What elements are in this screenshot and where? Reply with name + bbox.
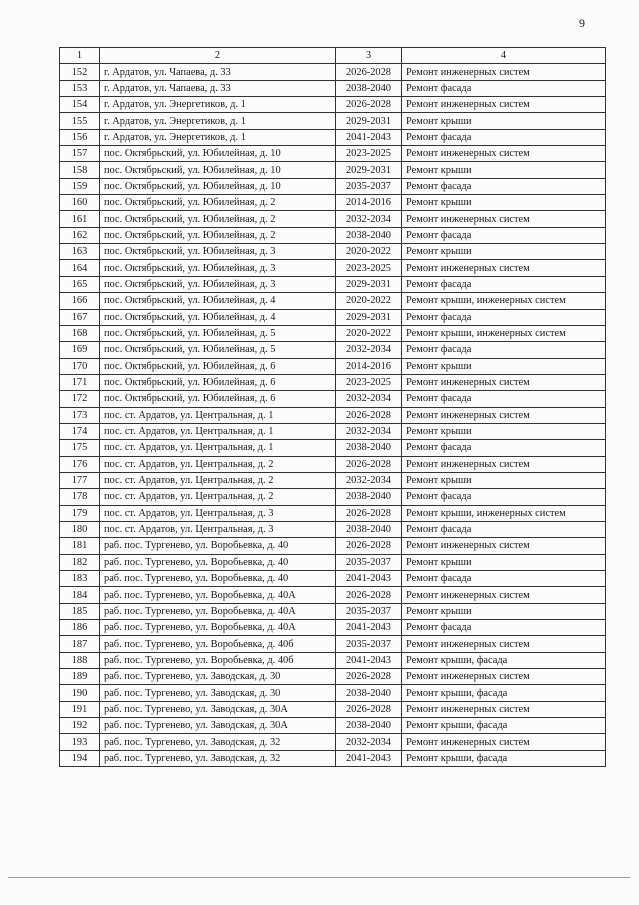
cell-address: пос. Октябрьский, ул. Юбилейная, д. 6 xyxy=(100,374,336,390)
table-row xyxy=(60,358,606,374)
cell-row-number: 178 xyxy=(60,489,100,505)
cell-row-number: 172 xyxy=(60,391,100,407)
cell-period: 2026-2028 xyxy=(336,64,402,80)
table-row xyxy=(60,505,606,521)
cell-work-type: Ремонт крыши xyxy=(402,472,606,488)
cell-work-type: Ремонт фасада xyxy=(402,489,606,505)
table-row xyxy=(60,636,606,652)
header-column-number: 1 xyxy=(60,48,100,64)
cell-address: пос. ст. Ардатов, ул. Центральная, д. 2 xyxy=(100,456,336,472)
cell-work-type: Ремонт крыши xyxy=(402,554,606,570)
cell-address: пос. Октябрьский, ул. Юбилейная, д. 3 xyxy=(100,276,336,292)
cell-row-number: 179 xyxy=(60,505,100,521)
cell-row-number: 173 xyxy=(60,407,100,423)
header-column-period: 3 xyxy=(336,48,402,64)
cell-period: 2029-2031 xyxy=(336,276,402,292)
cell-address: раб. пос. Тургенево, ул. Воробьевка, д. 40А xyxy=(100,620,336,636)
cell-period: 2032-2034 xyxy=(336,423,402,439)
table-row xyxy=(60,620,606,636)
table-row xyxy=(60,293,606,309)
cell-address: раб. пос. Тургенево, ул. Заводская, д. 30 xyxy=(100,685,336,701)
table-row xyxy=(60,374,606,390)
cell-period: 2026-2028 xyxy=(336,456,402,472)
table-row xyxy=(60,146,606,162)
cell-address: г. Ардатов, ул. Энергетиков, д. 1 xyxy=(100,129,336,145)
cell-period: 2026-2028 xyxy=(336,505,402,521)
cell-period: 2023-2025 xyxy=(336,374,402,390)
table-row xyxy=(60,538,606,554)
cell-work-type: Ремонт крыши xyxy=(402,423,606,439)
cell-work-type: Ремонт фасада xyxy=(402,521,606,537)
table-row xyxy=(60,227,606,243)
cell-period: 2026-2028 xyxy=(336,538,402,554)
cell-address: раб. пос. Тургенево, ул. Воробьевка, д. 40 xyxy=(100,538,336,554)
cell-period: 2032-2034 xyxy=(336,342,402,358)
cell-work-type: Ремонт инженерных систем xyxy=(402,146,606,162)
cell-row-number: 153 xyxy=(60,80,100,96)
cell-address: раб. пос. Тургенево, ул. Заводская, д. 32 xyxy=(100,734,336,750)
cell-address: раб. пос. Тургенево, ул. Заводская, д. 30А xyxy=(100,701,336,717)
cell-work-type: Ремонт фасада xyxy=(402,80,606,96)
table-row xyxy=(60,440,606,456)
cell-work-type: Ремонт фасада xyxy=(402,620,606,636)
cell-work-type: Ремонт инженерных систем xyxy=(402,636,606,652)
cell-work-type: Ремонт крыши, инженерных систем xyxy=(402,505,606,521)
cell-address: пос. ст. Ардатов, ул. Центральная, д. 2 xyxy=(100,489,336,505)
cell-address: раб. пос. Тургенево, ул. Воробьевка, д. 40 xyxy=(100,571,336,587)
cell-work-type: Ремонт крыши, фасада xyxy=(402,652,606,668)
cell-address: пос. Октябрьский, ул. Юбилейная, д. 10 xyxy=(100,178,336,194)
table-row xyxy=(60,750,606,766)
cell-period: 2038-2040 xyxy=(336,685,402,701)
header-column-work-type: 4 xyxy=(402,48,606,64)
cell-row-number: 161 xyxy=(60,211,100,227)
cell-period: 2038-2040 xyxy=(336,80,402,96)
cell-row-number: 191 xyxy=(60,701,100,717)
cell-period: 2023-2025 xyxy=(336,146,402,162)
cell-period: 2029-2031 xyxy=(336,309,402,325)
cell-address: пос. ст. Ардатов, ул. Центральная, д. 2 xyxy=(100,472,336,488)
table-row xyxy=(60,97,606,113)
cell-row-number: 180 xyxy=(60,521,100,537)
table-row xyxy=(60,554,606,570)
cell-work-type: Ремонт фасада xyxy=(402,342,606,358)
table-header-row xyxy=(60,48,606,64)
cell-address: г. Ардатов, ул. Чапаева, д. 33 xyxy=(100,80,336,96)
cell-period: 2038-2040 xyxy=(336,489,402,505)
table-row xyxy=(60,113,606,129)
cell-period: 2041-2043 xyxy=(336,129,402,145)
cell-address: раб. пос. Тургенево, ул. Воробьевка, д. 40б xyxy=(100,636,336,652)
table-row xyxy=(60,718,606,734)
table-row xyxy=(60,669,606,685)
cell-address: пос. Октябрьский, ул. Юбилейная, д. 5 xyxy=(100,325,336,341)
cell-period: 2038-2040 xyxy=(336,440,402,456)
cell-row-number: 181 xyxy=(60,538,100,554)
cell-work-type: Ремонт инженерных систем xyxy=(402,538,606,554)
cell-work-type: Ремонт инженерных систем xyxy=(402,260,606,276)
cell-work-type: Ремонт инженерных систем xyxy=(402,456,606,472)
cell-row-number: 165 xyxy=(60,276,100,292)
cell-row-number: 192 xyxy=(60,718,100,734)
cell-period: 2020-2022 xyxy=(336,244,402,260)
cell-row-number: 152 xyxy=(60,64,100,80)
cell-address: раб. пос. Тургенево, ул. Воробьевка, д. 40 xyxy=(100,554,336,570)
cell-work-type: Ремонт фасада xyxy=(402,440,606,456)
table-row xyxy=(60,162,606,178)
table-row xyxy=(60,701,606,717)
table-row xyxy=(60,276,606,292)
cell-period: 2020-2022 xyxy=(336,325,402,341)
table-row xyxy=(60,472,606,488)
cell-address: г. Ардатов, ул. Энергетиков, д. 1 xyxy=(100,113,336,129)
table-row xyxy=(60,685,606,701)
cell-address: раб. пос. Тургенево, ул. Заводская, д. 30А xyxy=(100,718,336,734)
cell-address: пос. ст. Ардатов, ул. Центральная, д. 3 xyxy=(100,521,336,537)
cell-period: 2026-2028 xyxy=(336,407,402,423)
cell-work-type: Ремонт крыши xyxy=(402,113,606,129)
cell-address: пос. Октябрьский, ул. Юбилейная, д. 2 xyxy=(100,211,336,227)
cell-period: 2041-2043 xyxy=(336,750,402,766)
cell-row-number: 188 xyxy=(60,652,100,668)
cell-row-number: 182 xyxy=(60,554,100,570)
table-row xyxy=(60,244,606,260)
table-row xyxy=(60,489,606,505)
cell-address: пос. Октябрьский, ул. Юбилейная, д. 4 xyxy=(100,293,336,309)
cell-period: 2026-2028 xyxy=(336,97,402,113)
cell-address: пос. ст. Ардатов, ул. Центральная, д. 3 xyxy=(100,505,336,521)
table-row xyxy=(60,521,606,537)
cell-period: 2032-2034 xyxy=(336,472,402,488)
cell-period: 2035-2037 xyxy=(336,554,402,570)
cell-period: 2038-2040 xyxy=(336,227,402,243)
cell-address: раб. пос. Тургенево, ул. Заводская, д. 30 xyxy=(100,669,336,685)
cell-row-number: 193 xyxy=(60,734,100,750)
cell-period: 2026-2028 xyxy=(336,701,402,717)
cell-row-number: 169 xyxy=(60,342,100,358)
cell-work-type: Ремонт крыши xyxy=(402,195,606,211)
cell-row-number: 190 xyxy=(60,685,100,701)
cell-period: 2032-2034 xyxy=(336,734,402,750)
cell-work-type: Ремонт фасада xyxy=(402,227,606,243)
cell-work-type: Ремонт фасада xyxy=(402,309,606,325)
cell-work-type: Ремонт инженерных систем xyxy=(402,97,606,113)
cell-period: 2023-2025 xyxy=(336,260,402,276)
table-row xyxy=(60,178,606,194)
cell-work-type: Ремонт фасада xyxy=(402,571,606,587)
page-number: 9 xyxy=(579,16,585,30)
cell-row-number: 159 xyxy=(60,178,100,194)
cell-work-type: Ремонт крыши, инженерных систем xyxy=(402,293,606,309)
cell-address: раб. пос. Тургенево, ул. Воробьевка, д. 40А xyxy=(100,603,336,619)
cell-period: 2026-2028 xyxy=(336,587,402,603)
cell-address: пос. Октябрьский, ул. Юбилейная, д. 10 xyxy=(100,146,336,162)
cell-work-type: Ремонт крыши xyxy=(402,244,606,260)
table-row xyxy=(60,129,606,145)
page-bottom-rule xyxy=(8,877,630,878)
cell-period: 2014-2016 xyxy=(336,358,402,374)
cell-row-number: 156 xyxy=(60,129,100,145)
cell-period: 2035-2037 xyxy=(336,636,402,652)
cell-address: пос. Октябрьский, ул. Юбилейная, д. 3 xyxy=(100,244,336,260)
cell-row-number: 160 xyxy=(60,195,100,211)
cell-period: 2038-2040 xyxy=(336,718,402,734)
cell-row-number: 162 xyxy=(60,227,100,243)
cell-work-type: Ремонт инженерных систем xyxy=(402,374,606,390)
cell-work-type: Ремонт крыши, фасада xyxy=(402,718,606,734)
table-row xyxy=(60,309,606,325)
cell-address: пос. Октябрьский, ул. Юбилейная, д. 6 xyxy=(100,391,336,407)
cell-address: пос. ст. Ардатов, ул. Центральная, д. 1 xyxy=(100,407,336,423)
cell-address: г. Ардатов, ул. Чапаева, д. 33 xyxy=(100,64,336,80)
table-row xyxy=(60,342,606,358)
cell-address: пос. Октябрьский, ул. Юбилейная, д. 2 xyxy=(100,195,336,211)
cell-period: 2035-2037 xyxy=(336,603,402,619)
cell-address: пос. ст. Ардатов, ул. Центральная, д. 1 xyxy=(100,423,336,439)
cell-work-type: Ремонт инженерных систем xyxy=(402,587,606,603)
cell-row-number: 186 xyxy=(60,620,100,636)
table-body xyxy=(60,64,606,767)
cell-row-number: 177 xyxy=(60,472,100,488)
cell-work-type: Ремонт крыши xyxy=(402,603,606,619)
cell-row-number: 187 xyxy=(60,636,100,652)
cell-work-type: Ремонт фасада xyxy=(402,276,606,292)
cell-row-number: 176 xyxy=(60,456,100,472)
cell-period: 2038-2040 xyxy=(336,521,402,537)
cell-address: раб. пос. Тургенево, ул. Воробьевка, д. 40А xyxy=(100,587,336,603)
cell-work-type: Ремонт крыши, инженерных систем xyxy=(402,325,606,341)
cell-period: 2026-2028 xyxy=(336,669,402,685)
cell-address: пос. Октябрьский, ул. Юбилейная, д. 3 xyxy=(100,260,336,276)
table-row xyxy=(60,195,606,211)
cell-row-number: 175 xyxy=(60,440,100,456)
cell-row-number: 170 xyxy=(60,358,100,374)
table-row xyxy=(60,260,606,276)
cell-row-number: 194 xyxy=(60,750,100,766)
cell-work-type: Ремонт инженерных систем xyxy=(402,407,606,423)
cell-row-number: 164 xyxy=(60,260,100,276)
cell-address: пос. Октябрьский, ул. Юбилейная, д. 6 xyxy=(100,358,336,374)
table-row xyxy=(60,64,606,80)
cell-row-number: 189 xyxy=(60,669,100,685)
table-row xyxy=(60,603,606,619)
table-row xyxy=(60,407,606,423)
cell-row-number: 184 xyxy=(60,587,100,603)
cell-work-type: Ремонт инженерных систем xyxy=(402,701,606,717)
cell-address: раб. пос. Тургенево, ул. Воробьевка, д. 40б xyxy=(100,652,336,668)
cell-row-number: 158 xyxy=(60,162,100,178)
cell-row-number: 163 xyxy=(60,244,100,260)
cell-period: 2020-2022 xyxy=(336,293,402,309)
table-row xyxy=(60,587,606,603)
cell-row-number: 154 xyxy=(60,97,100,113)
cell-work-type: Ремонт крыши, фасада xyxy=(402,750,606,766)
cell-period: 2029-2031 xyxy=(336,113,402,129)
table-row xyxy=(60,571,606,587)
cell-row-number: 185 xyxy=(60,603,100,619)
table-row xyxy=(60,211,606,227)
cell-row-number: 168 xyxy=(60,325,100,341)
cell-period: 2032-2034 xyxy=(336,391,402,407)
cell-row-number: 183 xyxy=(60,571,100,587)
cell-address: пос. ст. Ардатов, ул. Центральная, д. 1 xyxy=(100,440,336,456)
repair-schedule-table xyxy=(59,47,606,767)
cell-period: 2032-2034 xyxy=(336,211,402,227)
table-row xyxy=(60,80,606,96)
cell-address: пос. Октябрьский, ул. Юбилейная, д. 2 xyxy=(100,227,336,243)
cell-address: раб. пос. Тургенево, ул. Заводская, д. 32 xyxy=(100,750,336,766)
cell-row-number: 174 xyxy=(60,423,100,439)
cell-address: пос. Октябрьский, ул. Юбилейная, д. 5 xyxy=(100,342,336,358)
cell-address: пос. Октябрьский, ул. Юбилейная, д. 4 xyxy=(100,309,336,325)
cell-work-type: Ремонт фасада xyxy=(402,178,606,194)
cell-period: 2041-2043 xyxy=(336,620,402,636)
header-column-address: 2 xyxy=(100,48,336,64)
cell-period: 2041-2043 xyxy=(336,652,402,668)
cell-row-number: 155 xyxy=(60,113,100,129)
cell-period: 2029-2031 xyxy=(336,162,402,178)
cell-work-type: Ремонт инженерных систем xyxy=(402,211,606,227)
cell-row-number: 171 xyxy=(60,374,100,390)
cell-work-type: Ремонт инженерных систем xyxy=(402,64,606,80)
table-row xyxy=(60,734,606,750)
table-row xyxy=(60,456,606,472)
cell-work-type: Ремонт фасада xyxy=(402,129,606,145)
table-row xyxy=(60,652,606,668)
cell-period: 2014-2016 xyxy=(336,195,402,211)
table-row xyxy=(60,325,606,341)
cell-address: г. Ардатов, ул. Энергетиков, д. 1 xyxy=(100,97,336,113)
cell-work-type: Ремонт инженерных систем xyxy=(402,669,606,685)
cell-row-number: 167 xyxy=(60,309,100,325)
cell-work-type: Ремонт крыши, фасада xyxy=(402,685,606,701)
cell-period: 2041-2043 xyxy=(336,571,402,587)
cell-row-number: 166 xyxy=(60,293,100,309)
cell-work-type: Ремонт инженерных систем xyxy=(402,734,606,750)
cell-row-number: 157 xyxy=(60,146,100,162)
cell-address: пос. Октябрьский, ул. Юбилейная, д. 10 xyxy=(100,162,336,178)
table-row xyxy=(60,391,606,407)
cell-period: 2035-2037 xyxy=(336,178,402,194)
table-row xyxy=(60,423,606,439)
cell-work-type: Ремонт крыши xyxy=(402,358,606,374)
cell-work-type: Ремонт крыши xyxy=(402,162,606,178)
cell-work-type: Ремонт фасада xyxy=(402,391,606,407)
